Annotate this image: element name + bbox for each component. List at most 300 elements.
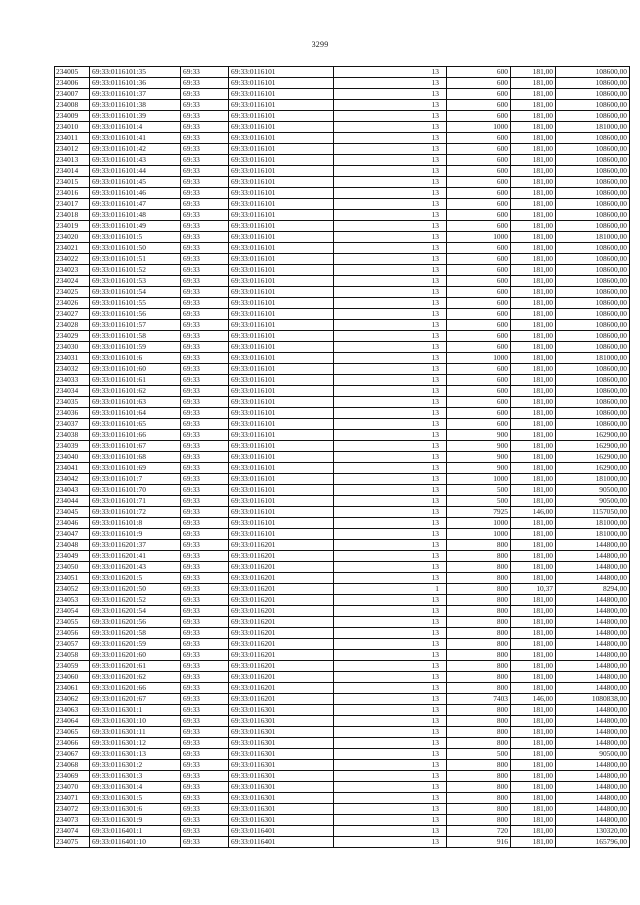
quarter-cell: 69:33:0116301 — [229, 727, 334, 738]
cadastral-number-cell: 69:33:0116101:62 — [90, 386, 181, 397]
row-number-cell: 234046 — [55, 518, 90, 529]
quarter-cell: 69:33:0116101 — [229, 188, 334, 199]
category-cell: 13 — [334, 67, 447, 78]
value-cell: 108600,00 — [556, 166, 630, 177]
category-cell: 13 — [334, 804, 447, 815]
rate-cell: 181,00 — [511, 474, 556, 485]
district-cell: 69:33 — [181, 331, 229, 342]
cadastral-number-cell: 69:33:0116101:44 — [90, 166, 181, 177]
table-row — [55, 573, 630, 584]
district-cell: 69:33 — [181, 628, 229, 639]
area-cell: 800 — [447, 727, 511, 738]
rate-cell: 181,00 — [511, 441, 556, 452]
area-cell: 800 — [447, 782, 511, 793]
cadastral-number-cell: 69:33:0116201:61 — [90, 661, 181, 672]
table-row — [55, 584, 630, 595]
area-cell: 800 — [447, 573, 511, 584]
value-cell: 108600,00 — [556, 265, 630, 276]
table-row — [55, 793, 630, 804]
quarter-cell: 69:33:0116401 — [229, 837, 334, 848]
category-cell: 13 — [334, 89, 447, 100]
rate-cell: 181,00 — [511, 232, 556, 243]
area-cell: 720 — [447, 826, 511, 837]
value-cell: 162900,00 — [556, 430, 630, 441]
district-cell: 69:33 — [181, 716, 229, 727]
quarter-cell: 69:33:0116101 — [229, 210, 334, 221]
table-row — [55, 386, 630, 397]
table-row — [55, 815, 630, 826]
table-row — [55, 287, 630, 298]
category-cell: 13 — [334, 210, 447, 221]
row-number-cell: 234029 — [55, 331, 90, 342]
row-number-cell: 234040 — [55, 452, 90, 463]
cadastral-number-cell: 69:33:0116201:5 — [90, 573, 181, 584]
district-cell: 69:33 — [181, 155, 229, 166]
category-cell: 13 — [334, 771, 447, 782]
district-cell: 69:33 — [181, 78, 229, 89]
quarter-cell: 69:33:0116101 — [229, 144, 334, 155]
quarter-cell: 69:33:0116301 — [229, 793, 334, 804]
district-cell: 69:33 — [181, 100, 229, 111]
cadastral-number-cell: 69:33:0116101:51 — [90, 254, 181, 265]
area-cell: 600 — [447, 100, 511, 111]
value-cell: 108600,00 — [556, 364, 630, 375]
table-row — [55, 221, 630, 232]
district-cell: 69:33 — [181, 397, 229, 408]
value-cell: 144800,00 — [556, 760, 630, 771]
table-row — [55, 298, 630, 309]
area-cell: 800 — [447, 639, 511, 650]
value-cell: 108600,00 — [556, 67, 630, 78]
category-cell: 13 — [334, 144, 447, 155]
category-cell: 13 — [334, 166, 447, 177]
area-cell: 600 — [447, 243, 511, 254]
rate-cell: 181,00 — [511, 485, 556, 496]
value-cell: 8294,00 — [556, 584, 630, 595]
value-cell: 181000,00 — [556, 232, 630, 243]
table-row — [55, 540, 630, 551]
area-cell: 600 — [447, 89, 511, 100]
area-cell: 7925 — [447, 507, 511, 518]
cadastral-number-cell: 69:33:0116201:67 — [90, 694, 181, 705]
row-number-cell: 234065 — [55, 727, 90, 738]
value-cell: 1157050,00 — [556, 507, 630, 518]
area-cell: 600 — [447, 111, 511, 122]
row-number-cell: 234055 — [55, 617, 90, 628]
quarter-cell: 69:33:0116301 — [229, 782, 334, 793]
area-cell: 600 — [447, 188, 511, 199]
category-cell: 13 — [334, 452, 447, 463]
category-cell: 13 — [334, 518, 447, 529]
category-cell: 13 — [334, 639, 447, 650]
district-cell: 69:33 — [181, 595, 229, 606]
table-row — [55, 243, 630, 254]
value-cell: 108600,00 — [556, 210, 630, 221]
table-row — [55, 826, 630, 837]
cadastral-number-cell: 69:33:0116101:46 — [90, 188, 181, 199]
quarter-cell: 69:33:0116301 — [229, 804, 334, 815]
cadastral-number-cell: 69:33:0116101:45 — [90, 177, 181, 188]
area-cell: 800 — [447, 705, 511, 716]
cadastral-number-cell: 69:33:0116101:37 — [90, 89, 181, 100]
category-cell: 13 — [334, 320, 447, 331]
quarter-cell: 69:33:0116101 — [229, 89, 334, 100]
row-number-cell: 234005 — [55, 67, 90, 78]
district-cell: 69:33 — [181, 474, 229, 485]
row-number-cell: 234028 — [55, 320, 90, 331]
quarter-cell: 69:33:0116101 — [229, 364, 334, 375]
rate-cell: 181,00 — [511, 562, 556, 573]
value-cell: 108600,00 — [556, 155, 630, 166]
quarter-cell: 69:33:0116101 — [229, 67, 334, 78]
table-row — [55, 331, 630, 342]
row-number-cell: 234008 — [55, 100, 90, 111]
rate-cell: 181,00 — [511, 89, 556, 100]
value-cell: 144800,00 — [556, 793, 630, 804]
area-cell: 600 — [447, 375, 511, 386]
quarter-cell: 69:33:0116301 — [229, 738, 334, 749]
area-cell: 1000 — [447, 474, 511, 485]
category-cell: 13 — [334, 694, 447, 705]
quarter-cell: 69:33:0116201 — [229, 595, 334, 606]
value-cell: 108600,00 — [556, 386, 630, 397]
rate-cell: 181,00 — [511, 661, 556, 672]
quarter-cell: 69:33:0116201 — [229, 551, 334, 562]
value-cell: 108600,00 — [556, 287, 630, 298]
quarter-cell: 69:33:0116101 — [229, 342, 334, 353]
cadastral-number-cell: 69:33:0116101:8 — [90, 518, 181, 529]
rate-cell: 181,00 — [511, 782, 556, 793]
rate-cell: 181,00 — [511, 397, 556, 408]
quarter-cell: 69:33:0116101 — [229, 254, 334, 265]
row-number-cell: 234025 — [55, 287, 90, 298]
quarter-cell: 69:33:0116101 — [229, 78, 334, 89]
quarter-cell: 69:33:0116101 — [229, 199, 334, 210]
row-number-cell: 234060 — [55, 672, 90, 683]
cadastral-number-cell: 69:33:0116101:64 — [90, 408, 181, 419]
category-cell: 13 — [334, 826, 447, 837]
table-row — [55, 375, 630, 386]
category-cell: 13 — [334, 243, 447, 254]
table-row — [55, 122, 630, 133]
row-number-cell: 234027 — [55, 309, 90, 320]
row-number-cell: 234056 — [55, 628, 90, 639]
table-row — [55, 705, 630, 716]
table-row — [55, 254, 630, 265]
cadastral-number-cell: 69:33:0116101:57 — [90, 320, 181, 331]
table-row — [55, 155, 630, 166]
category-cell: 13 — [334, 540, 447, 551]
area-cell: 7403 — [447, 694, 511, 705]
value-cell: 108600,00 — [556, 111, 630, 122]
category-cell: 13 — [334, 727, 447, 738]
value-cell: 144800,00 — [556, 672, 630, 683]
area-cell: 600 — [447, 78, 511, 89]
district-cell: 69:33 — [181, 67, 229, 78]
quarter-cell: 69:33:0116201 — [229, 573, 334, 584]
table-row — [55, 749, 630, 760]
row-number-cell: 234058 — [55, 650, 90, 661]
rate-cell: 181,00 — [511, 342, 556, 353]
table-row — [55, 463, 630, 474]
table-row — [55, 265, 630, 276]
value-cell: 108600,00 — [556, 331, 630, 342]
value-cell: 181000,00 — [556, 518, 630, 529]
category-cell: 13 — [334, 254, 447, 265]
row-number-cell: 234032 — [55, 364, 90, 375]
rate-cell: 181,00 — [511, 606, 556, 617]
cadastral-number-cell: 69:33:0116201:41 — [90, 551, 181, 562]
value-cell: 144800,00 — [556, 804, 630, 815]
cadastral-number-cell: 69:33:0116101:66 — [90, 430, 181, 441]
row-number-cell: 234015 — [55, 177, 90, 188]
value-cell: 108600,00 — [556, 221, 630, 232]
category-cell: 13 — [334, 298, 447, 309]
quarter-cell: 69:33:0116201 — [229, 617, 334, 628]
district-cell: 69:33 — [181, 166, 229, 177]
area-cell: 600 — [447, 166, 511, 177]
category-cell: 13 — [334, 122, 447, 133]
row-number-cell: 234044 — [55, 496, 90, 507]
table-row — [55, 430, 630, 441]
rate-cell: 181,00 — [511, 353, 556, 364]
district-cell: 69:33 — [181, 562, 229, 573]
category-cell: 13 — [334, 749, 447, 760]
quarter-cell: 69:33:0116101 — [229, 419, 334, 430]
row-number-cell: 234054 — [55, 606, 90, 617]
cadastral-number-cell: 69:33:0116301:12 — [90, 738, 181, 749]
area-cell: 800 — [447, 606, 511, 617]
category-cell: 13 — [334, 287, 447, 298]
table-row — [55, 738, 630, 749]
area-cell: 800 — [447, 716, 511, 727]
district-cell: 69:33 — [181, 837, 229, 848]
row-number-cell: 234045 — [55, 507, 90, 518]
district-cell: 69:33 — [181, 375, 229, 386]
area-cell: 600 — [447, 276, 511, 287]
quarter-cell: 69:33:0116101 — [229, 155, 334, 166]
table-row — [55, 166, 630, 177]
table-row — [55, 661, 630, 672]
category-cell: 13 — [334, 331, 447, 342]
category-cell: 13 — [334, 474, 447, 485]
category-cell: 13 — [334, 199, 447, 210]
area-cell: 600 — [447, 419, 511, 430]
row-number-cell: 234048 — [55, 540, 90, 551]
category-cell: 13 — [334, 782, 447, 793]
value-cell: 162900,00 — [556, 463, 630, 474]
district-cell: 69:33 — [181, 617, 229, 628]
area-cell: 800 — [447, 595, 511, 606]
value-cell: 108600,00 — [556, 177, 630, 188]
district-cell: 69:33 — [181, 430, 229, 441]
rate-cell: 181,00 — [511, 386, 556, 397]
cadastral-number-cell: 69:33:0116301:5 — [90, 793, 181, 804]
table-row — [55, 474, 630, 485]
cadastral-number-cell: 69:33:0116301:10 — [90, 716, 181, 727]
category-cell: 13 — [334, 111, 447, 122]
row-number-cell: 234013 — [55, 155, 90, 166]
area-cell: 600 — [447, 309, 511, 320]
rate-cell: 181,00 — [511, 254, 556, 265]
quarter-cell: 69:33:0116101 — [229, 177, 334, 188]
cadastral-number-cell: 69:33:0116101:58 — [90, 331, 181, 342]
row-number-cell: 234067 — [55, 749, 90, 760]
district-cell: 69:33 — [181, 309, 229, 320]
cadastral-number-cell: 69:33:0116201:62 — [90, 672, 181, 683]
area-cell: 900 — [447, 430, 511, 441]
district-cell: 69:33 — [181, 782, 229, 793]
category-cell: 13 — [334, 837, 447, 848]
category-cell: 13 — [334, 100, 447, 111]
table-row — [55, 452, 630, 463]
table-row — [55, 364, 630, 375]
area-cell: 800 — [447, 804, 511, 815]
district-cell: 69:33 — [181, 694, 229, 705]
category-cell: 13 — [334, 221, 447, 232]
area-cell: 600 — [447, 364, 511, 375]
cadastral-number-cell: 69:33:0116101:49 — [90, 221, 181, 232]
category-cell: 13 — [334, 628, 447, 639]
district-cell: 69:33 — [181, 243, 229, 254]
cadastral-number-cell: 69:33:0116101:55 — [90, 298, 181, 309]
row-number-cell: 234049 — [55, 551, 90, 562]
district-cell: 69:33 — [181, 529, 229, 540]
table-row — [55, 353, 630, 364]
category-cell: 13 — [334, 760, 447, 771]
row-number-cell: 234038 — [55, 430, 90, 441]
table-row — [55, 595, 630, 606]
district-cell: 69:33 — [181, 463, 229, 474]
quarter-cell: 69:33:0116401 — [229, 826, 334, 837]
area-cell: 800 — [447, 562, 511, 573]
category-cell: 13 — [334, 551, 447, 562]
district-cell: 69:33 — [181, 364, 229, 375]
table-row — [55, 78, 630, 89]
quarter-cell: 69:33:0116101 — [229, 287, 334, 298]
row-number-cell: 234052 — [55, 584, 90, 595]
area-cell: 800 — [447, 628, 511, 639]
category-cell: 13 — [334, 562, 447, 573]
row-number-cell: 234059 — [55, 661, 90, 672]
rate-cell: 181,00 — [511, 408, 556, 419]
area-cell: 500 — [447, 749, 511, 760]
cadastral-number-cell: 69:33:0116101:38 — [90, 100, 181, 111]
cadastral-number-cell: 69:33:0116101:70 — [90, 485, 181, 496]
value-cell: 108600,00 — [556, 309, 630, 320]
value-cell: 108600,00 — [556, 78, 630, 89]
quarter-cell: 69:33:0116101 — [229, 166, 334, 177]
cadastral-number-cell: 69:33:0116301:9 — [90, 815, 181, 826]
value-cell: 108600,00 — [556, 320, 630, 331]
district-cell: 69:33 — [181, 705, 229, 716]
category-cell: 13 — [334, 716, 447, 727]
table-row — [55, 232, 630, 243]
rate-cell: 181,00 — [511, 727, 556, 738]
value-cell: 108600,00 — [556, 276, 630, 287]
quarter-cell: 69:33:0116101 — [229, 518, 334, 529]
category-cell: 13 — [334, 265, 447, 276]
cadastral-number-cell: 69:33:0116101:7 — [90, 474, 181, 485]
table-row — [55, 716, 630, 727]
cadastral-number-cell: 69:33:0116101:47 — [90, 199, 181, 210]
value-cell: 144800,00 — [556, 661, 630, 672]
area-cell: 800 — [447, 815, 511, 826]
category-cell: 13 — [334, 232, 447, 243]
row-number-cell: 234073 — [55, 815, 90, 826]
rate-cell: 181,00 — [511, 144, 556, 155]
value-cell: 144800,00 — [556, 606, 630, 617]
cadastral-number-cell: 69:33:0116101:63 — [90, 397, 181, 408]
rate-cell: 181,00 — [511, 738, 556, 749]
table-row — [55, 727, 630, 738]
row-number-cell: 234021 — [55, 243, 90, 254]
rate-cell: 181,00 — [511, 375, 556, 386]
row-number-cell: 234014 — [55, 166, 90, 177]
row-number-cell: 234070 — [55, 782, 90, 793]
category-cell: 13 — [334, 155, 447, 166]
quarter-cell: 69:33:0116101 — [229, 463, 334, 474]
value-cell: 90500,00 — [556, 749, 630, 760]
district-cell: 69:33 — [181, 265, 229, 276]
table-row — [55, 683, 630, 694]
table-row — [55, 144, 630, 155]
cadastral-number-cell: 69:33:0116101:59 — [90, 342, 181, 353]
value-cell: 144800,00 — [556, 639, 630, 650]
area-cell: 800 — [447, 683, 511, 694]
row-number-cell: 234074 — [55, 826, 90, 837]
rate-cell: 181,00 — [511, 67, 556, 78]
area-cell: 1000 — [447, 232, 511, 243]
quarter-cell: 69:33:0116101 — [229, 100, 334, 111]
table-row — [55, 309, 630, 320]
district-cell: 69:33 — [181, 111, 229, 122]
cadastral-number-cell: 69:33:0116101:9 — [90, 529, 181, 540]
value-cell: 144800,00 — [556, 683, 630, 694]
district-cell: 69:33 — [181, 122, 229, 133]
area-cell: 600 — [447, 155, 511, 166]
cadastral-number-cell: 69:33:0116401:1 — [90, 826, 181, 837]
cadastral-number-cell: 69:33:0116301:11 — [90, 727, 181, 738]
category-cell: 13 — [334, 342, 447, 353]
value-cell: 90500,00 — [556, 496, 630, 507]
table-row — [55, 507, 630, 518]
value-cell: 108600,00 — [556, 243, 630, 254]
value-cell: 108600,00 — [556, 254, 630, 265]
rate-cell: 181,00 — [511, 551, 556, 562]
category-cell: 13 — [334, 364, 447, 375]
area-cell: 600 — [447, 221, 511, 232]
category-cell: 13 — [334, 408, 447, 419]
rate-cell: 181,00 — [511, 287, 556, 298]
row-number-cell: 234017 — [55, 199, 90, 210]
district-cell: 69:33 — [181, 815, 229, 826]
district-cell: 69:33 — [181, 177, 229, 188]
quarter-cell: 69:33:0116301 — [229, 705, 334, 716]
value-cell: 108600,00 — [556, 298, 630, 309]
district-cell: 69:33 — [181, 771, 229, 782]
table-row — [55, 210, 630, 221]
table-row — [55, 188, 630, 199]
rate-cell: 181,00 — [511, 650, 556, 661]
row-number-cell: 234022 — [55, 254, 90, 265]
district-cell: 69:33 — [181, 639, 229, 650]
district-cell: 69:33 — [181, 485, 229, 496]
quarter-cell: 69:33:0116301 — [229, 716, 334, 727]
quarter-cell: 69:33:0116101 — [229, 309, 334, 320]
table-row — [55, 419, 630, 430]
quarter-cell: 69:33:0116201 — [229, 683, 334, 694]
